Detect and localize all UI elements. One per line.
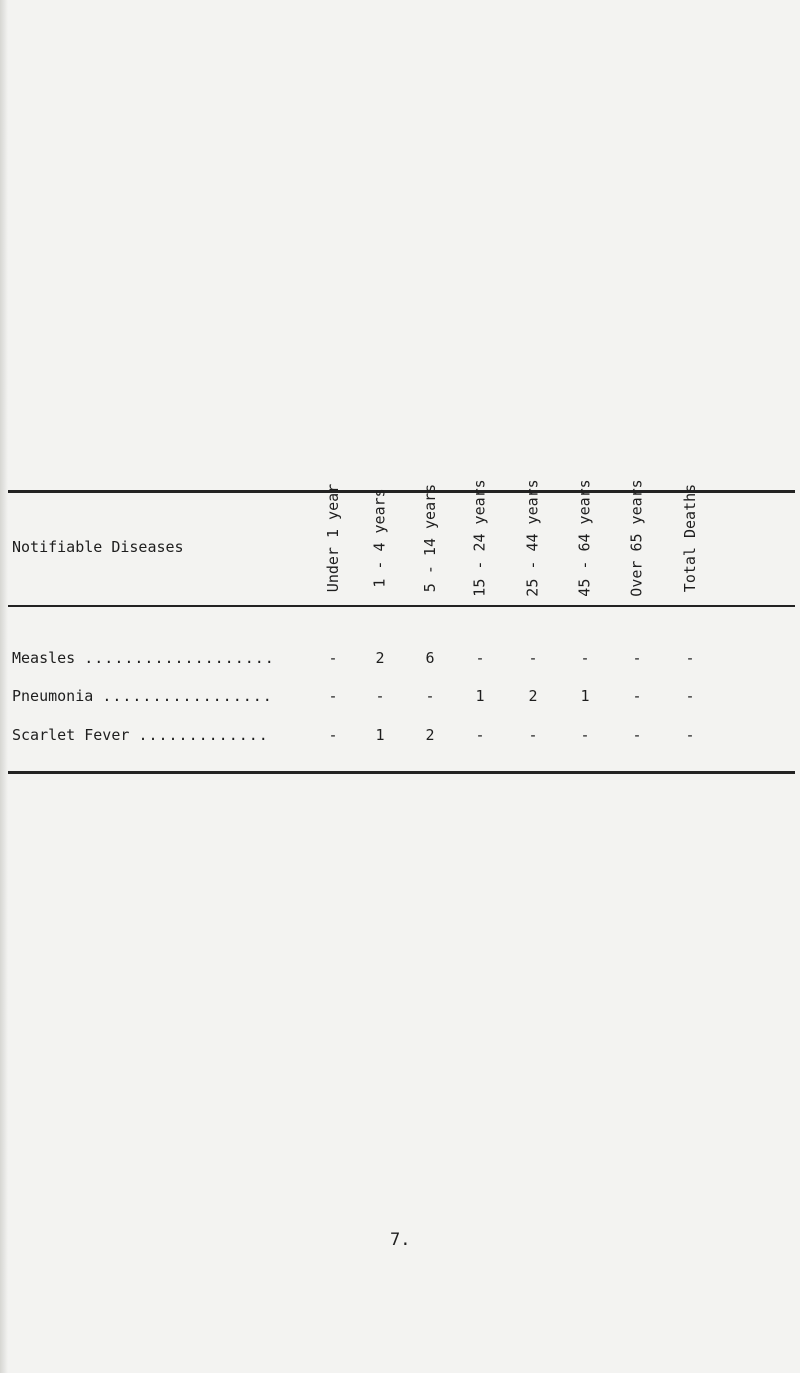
table-cell: 1 [475, 687, 485, 705]
table-cell: - [528, 726, 538, 744]
dot-leader: ................... [84, 649, 275, 667]
table-cell: - [328, 687, 338, 705]
page-edge-shadow [0, 0, 8, 1373]
row-label [12, 726, 269, 744]
column-header-label: 15 - 24 years [471, 479, 489, 597]
column-header [570, 479, 600, 597]
table-cell: - [580, 649, 590, 667]
dot-leader: ............. [138, 726, 269, 744]
column-header [622, 479, 652, 597]
table-cell: - [632, 649, 642, 667]
column-header [365, 488, 395, 588]
column-header [415, 483, 445, 593]
row-label [12, 649, 275, 667]
table-cell: - [475, 649, 485, 667]
top-rule [8, 490, 795, 493]
table-cell: 2 [528, 687, 538, 705]
column-header [318, 483, 348, 593]
disease-name: Scarlet Fever [12, 726, 130, 744]
table-cell: - [685, 726, 695, 744]
column-header-label: 5 - 14 years [421, 483, 439, 593]
row-label [12, 687, 273, 705]
disease-name: Pneumonia [12, 687, 94, 705]
page-number: 7. [390, 1230, 411, 1250]
table-cell: 6 [425, 649, 435, 667]
table-cell: 2 [375, 649, 385, 667]
column-header-label: Over 65 years [628, 479, 646, 597]
dot-leader: ................. [102, 687, 273, 705]
table-cell: - [425, 687, 435, 705]
table-cell: 1 [580, 687, 590, 705]
table-cell: - [632, 687, 642, 705]
table-cell: 2 [425, 726, 435, 744]
table-cell: - [580, 726, 590, 744]
table-cell: - [328, 649, 338, 667]
table-cell: 1 [375, 726, 385, 744]
column-header [465, 479, 495, 597]
column-header-label: 25 - 44 years [524, 479, 542, 597]
column-header [518, 479, 548, 597]
column-header-label: 1 - 4 years [371, 488, 389, 588]
table-cell: - [685, 649, 695, 667]
table-cell: - [375, 687, 385, 705]
table-cell: - [475, 726, 485, 744]
table-cell: - [685, 687, 695, 705]
header-rule [8, 605, 795, 607]
table-cell: - [328, 726, 338, 744]
table-title: Notifiable Diseases [12, 538, 184, 556]
column-header [675, 483, 705, 593]
table-cell: - [528, 649, 538, 667]
column-header-label: Total Deaths [681, 483, 699, 593]
bottom-rule [8, 771, 795, 774]
column-header-label: 45 - 64 years [576, 479, 594, 597]
column-header-label: Under 1 year [324, 483, 342, 593]
table-cell: - [632, 726, 642, 744]
disease-name: Measles [12, 649, 76, 667]
